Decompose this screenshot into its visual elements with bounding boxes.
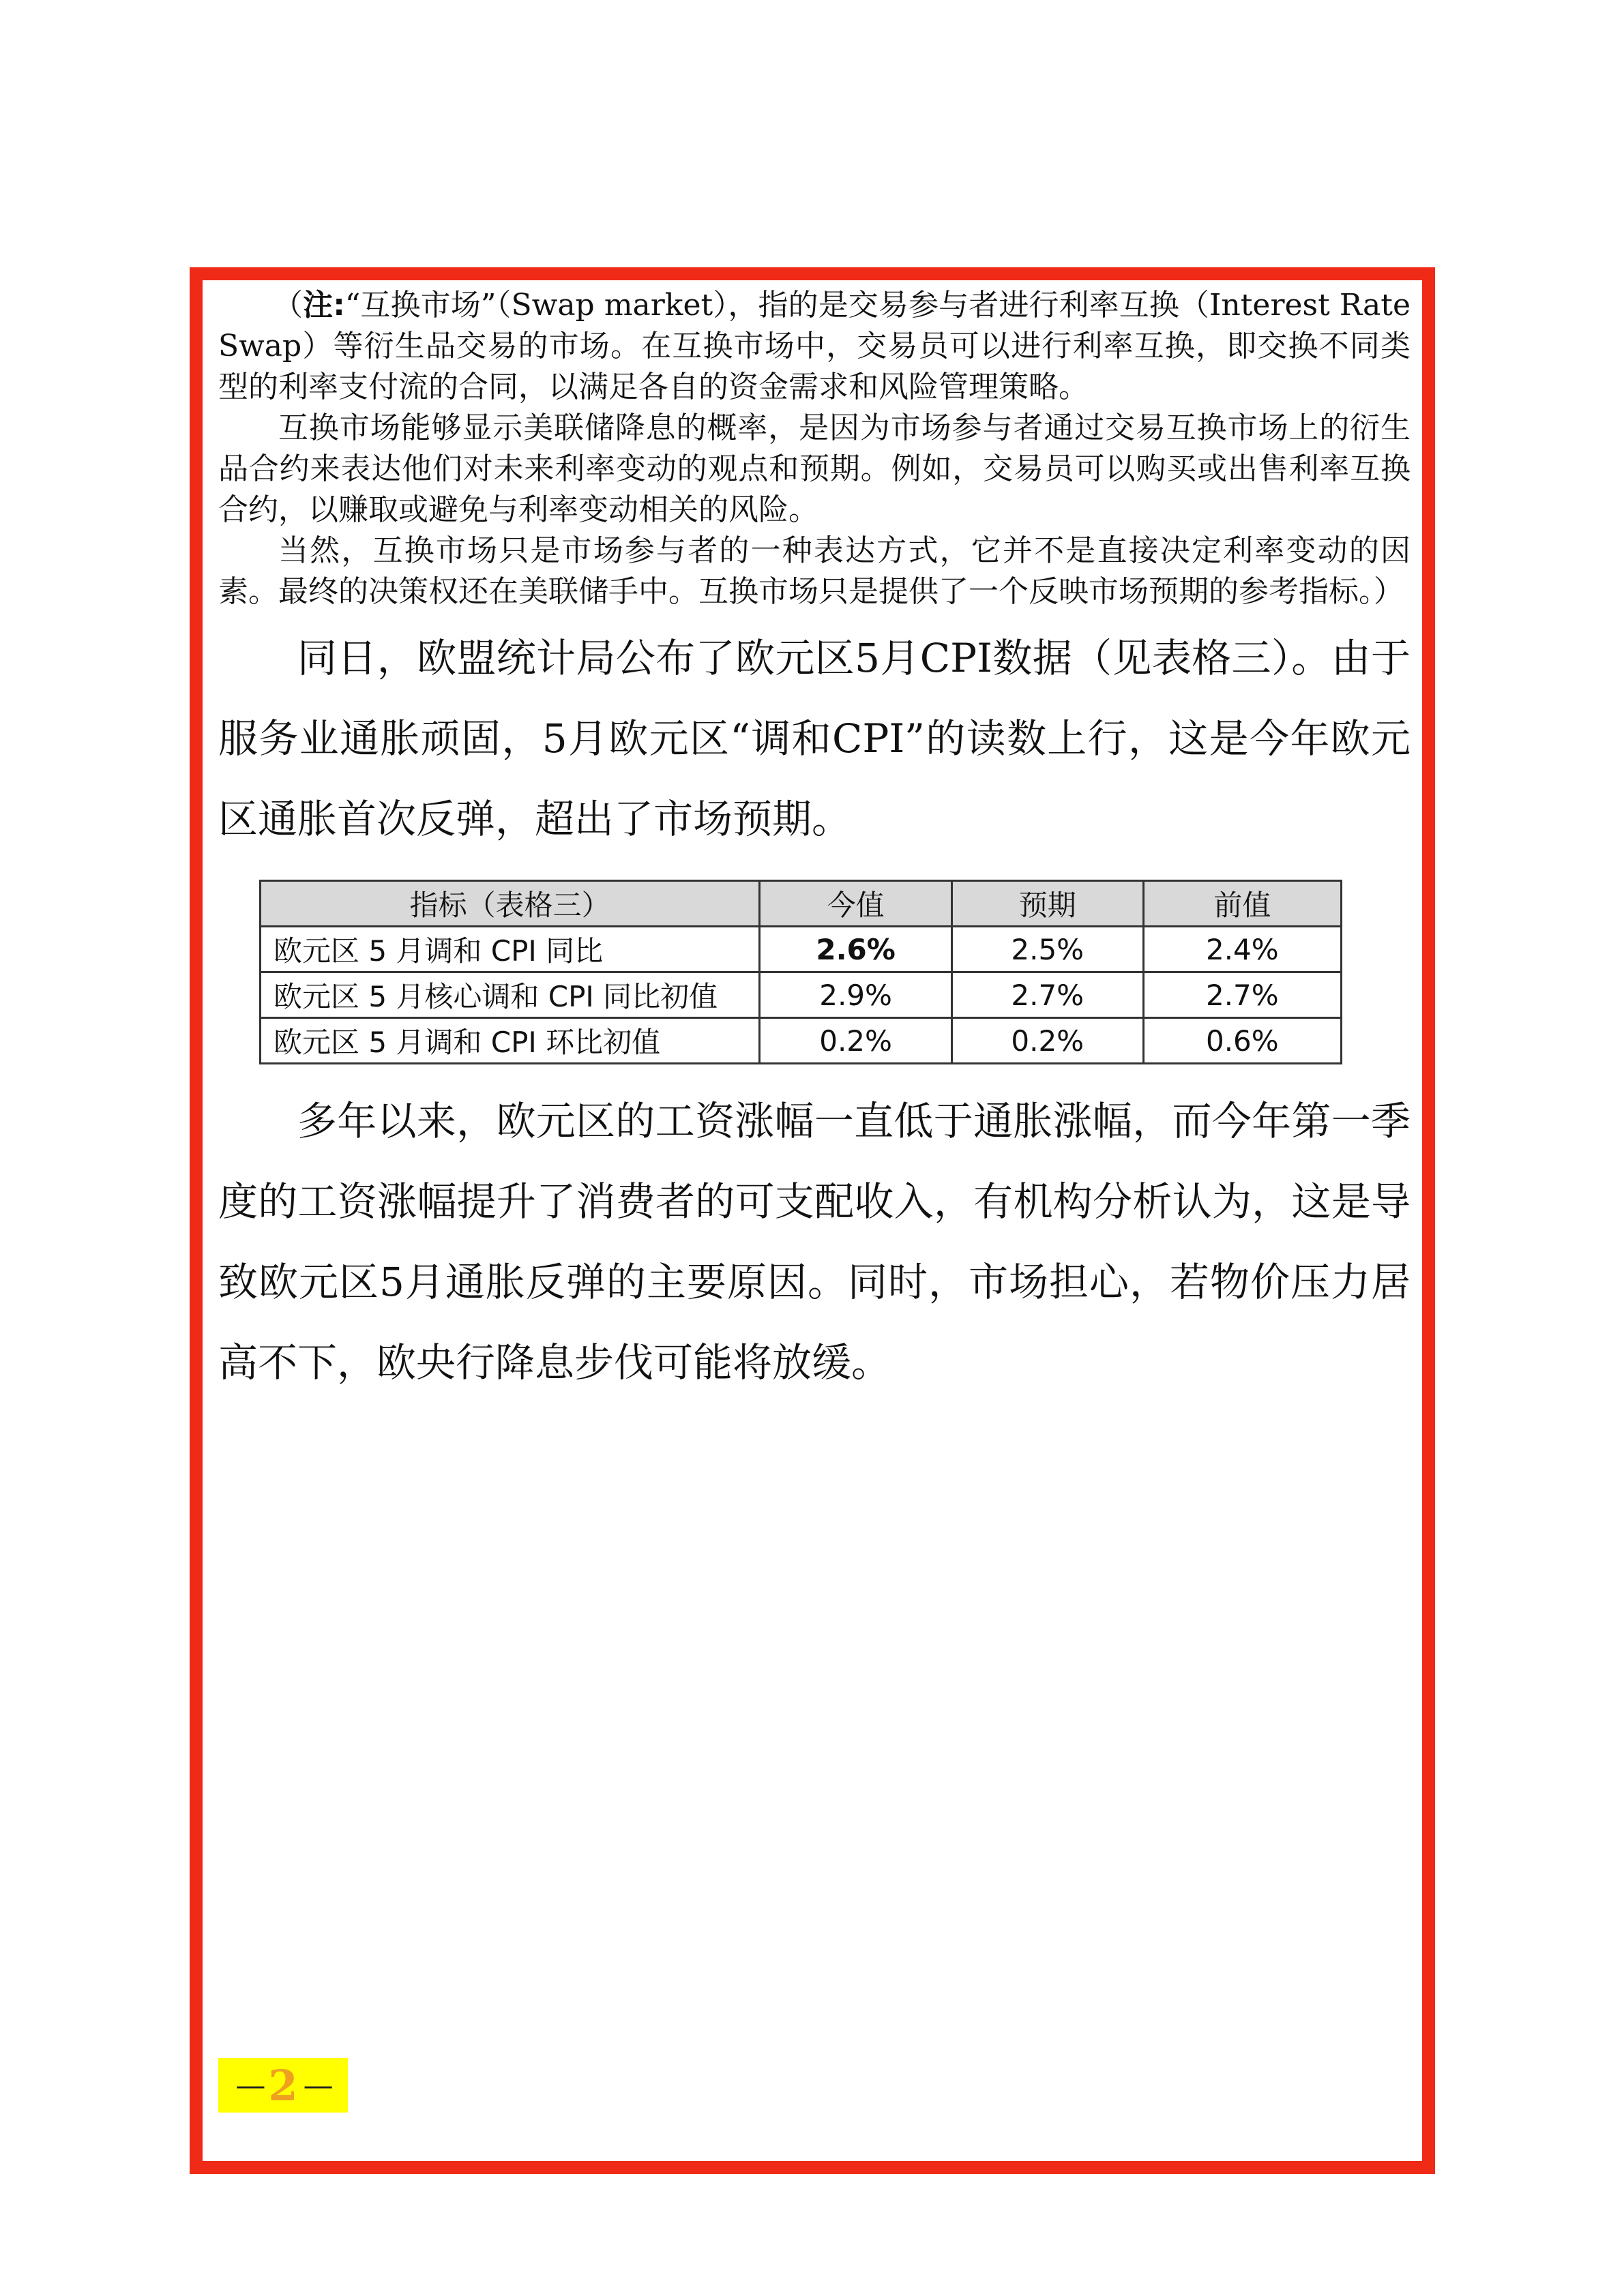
note-text-1: “互换市场”（Swap market），指的是交易参与者进行利率互换（Interest Rate Swap）等衍生品交易的市场。在互换市场中，交易员可以进行利率互换，即交换不同类型的利率支付流的合同，以满足各自的资金需求和风险管理策略。 — [218, 288, 1411, 404]
row-previous: 0.6% — [1143, 1018, 1341, 1064]
header-expected: 预期 — [951, 881, 1143, 927]
row-previous: 2.4% — [1143, 927, 1341, 972]
table-row — [261, 927, 1342, 972]
header-indicator: 指标（表格三） — [261, 881, 760, 927]
header-current: 今值 — [760, 881, 951, 927]
row-expected: 2.5% — [951, 927, 1143, 972]
row-expected: 2.7% — [951, 972, 1143, 1018]
row-label: 欧元区 5 月核心调和 CPI 同比初值 — [261, 972, 760, 1018]
row-current: 2.9% — [760, 972, 951, 1018]
note-paragraph-2: 互换市场能够显示美联储降息的概率，是因为市场参与者通过交易互换市场上的衍生品合约来表达他们对未来利率变动的观点和预期。例如，交易员可以购买或出售利率互换合约，以赚取或避免与利率变动相关的风险。 — [218, 411, 1411, 527]
page-number — [218, 2058, 348, 2113]
row-previous: 2.7% — [1143, 972, 1341, 1018]
note-paragraph-3: 当然，互换市场只是市场参与者的一种表达方式，它并不是直接决定利率变动的因素。最终的决策权还在美联储手中。互换市场只是提供了一个反映市场预期的参考指标。） — [218, 533, 1411, 609]
footnote-block — [218, 285, 1411, 612]
body-paragraph-wages: 多年以来，欧元区的工资涨幅一直低于通胀涨幅，而今年第一季度的工资涨幅提升了消费者的可支配收入，有机构分析认为，这是导致欧元区5月通胀反弹的主要原因。同时，市场担心，若物价压力居高不下，欧央行降息步伐可能将放缓。 — [218, 1098, 1411, 1386]
row-label: 欧元区 5 月调和 CPI 环比初值 — [261, 1018, 760, 1064]
note-open-paren: （ — [273, 288, 304, 323]
row-label: 欧元区 5 月调和 CPI 同比 — [261, 927, 760, 972]
note-paragraph-1 — [218, 285, 1411, 408]
table-row — [261, 972, 1342, 1018]
page-number-left-dash: — — [235, 2068, 263, 2103]
row-current: 0.2% — [760, 1018, 951, 1064]
page-number-value: 2 — [268, 2060, 298, 2111]
note-label: 注: — [303, 288, 345, 323]
page-number-right-dash: — — [303, 2068, 331, 2103]
body-paragraph-cpi-release: 同日，欧盟统计局公布了欧元区5月CPI数据（见表格三）。由于服务业通胀顽固，5月欧元区“调和CPI”的读数上行，这是今年欧元区通胀首次反弹，超出了市场预期。 — [218, 635, 1411, 842]
row-current: 2.6% — [760, 927, 951, 972]
header-previous: 前值 — [1143, 881, 1341, 927]
cpi-data-table — [259, 880, 1342, 1064]
page-content — [218, 285, 1411, 1403]
table-header-row — [261, 881, 1342, 927]
table-row — [261, 1018, 1342, 1064]
row-expected: 0.2% — [951, 1018, 1143, 1064]
